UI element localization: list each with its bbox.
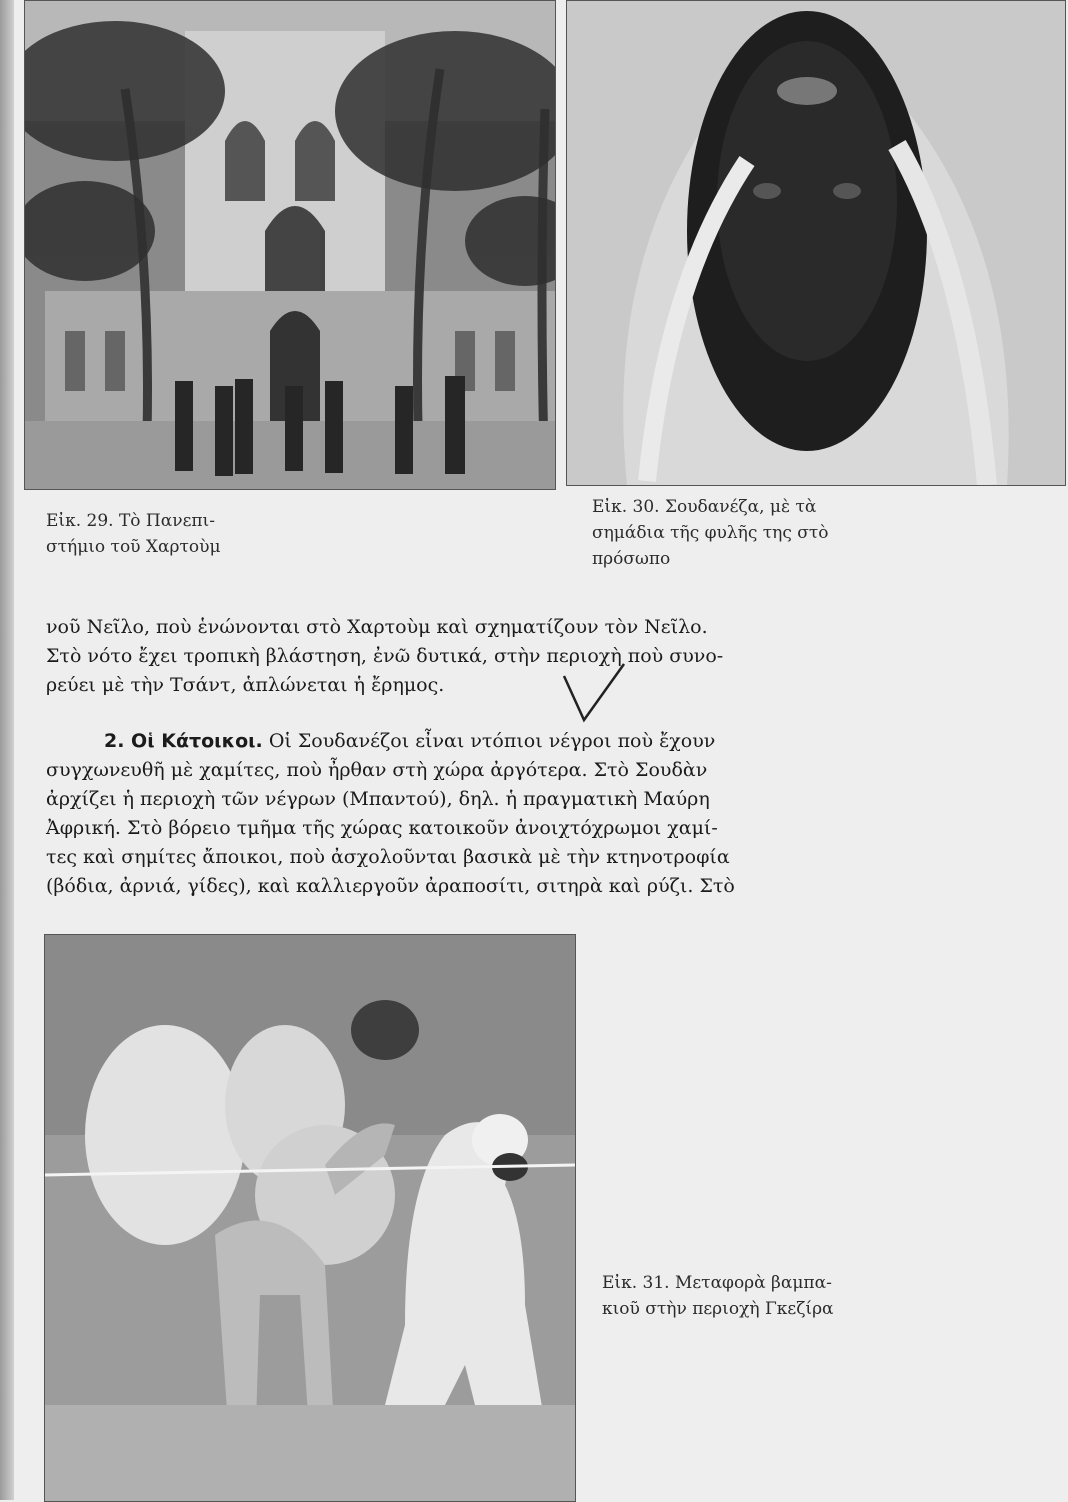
text-line: (βόδια, ἀρνιά, γίδες), καὶ καλλιεργοῦν ἀραποσίτι, σιτηρὰ καὶ ρύζι. Στὸ xyxy=(46,875,735,897)
text-line: τες καὶ σημίτες ἄποικοι, ποὺ ἀσχολοῦνται βασικὰ μὲ τὴν κτηνοτροφία xyxy=(46,846,730,868)
sudanese-woman-photo xyxy=(566,0,1066,486)
caption-line: στήμιο τοῦ Χαρτοὺμ xyxy=(46,537,221,557)
caption-line: πρόσωπο xyxy=(592,549,671,569)
handwritten-check-mark xyxy=(560,660,630,724)
caption-line: σημάδια τῆς φυλῆς της στὸ xyxy=(592,523,829,543)
text-line: συγχωνευθῆ μὲ χαμίτες, ποὺ ἦρθαν στὴ χώρα ἀργότερα. Στὸ Σουδὰν xyxy=(46,759,708,781)
figure-31-caption xyxy=(602,1270,834,1322)
caption-line: Εἰκ. 29. Τὸ Πανεπι- xyxy=(46,511,215,531)
page-edge-shadow xyxy=(0,0,14,1500)
text-line: νοῦ Νεῖλο, ποὺ ἑνώνονται στὸ Χαρτοὺμ καὶ σχηματίζουν τὸν Νεῖλο. xyxy=(46,616,708,638)
text-line: ἀρχίζει ἡ περιοχὴ τῶν νέγρων (Μπαντού), δηλ. ἡ πραγματικὴ Μαύρη xyxy=(46,788,710,810)
figure-30-caption xyxy=(592,494,829,572)
paragraph-nile xyxy=(46,613,876,700)
caption-line: κιοῦ στὴν περιοχὴ Γκεζίρα xyxy=(602,1299,834,1319)
paragraph-inhabitants xyxy=(46,727,876,901)
text-line xyxy=(46,727,876,756)
text-line: ρεύει μὲ τὴν Τσάντ, ἁπλώνεται ἡ ἔρημος. xyxy=(46,674,445,696)
figure-29-caption xyxy=(46,508,221,560)
caption-line: Εἰκ. 30. Σουδανέζα, μὲ τὰ xyxy=(592,497,817,517)
text-line: Στὸ νότο ἔχει τροπικὴ βλάστηση, ἐνῶ δυτικά, στὴν περιοχὴ ποὺ συνο- xyxy=(46,645,724,667)
cotton-transport-photo xyxy=(44,934,576,1502)
caption-line: Εἰκ. 31. Μεταφορὰ βαμπα- xyxy=(602,1273,832,1293)
text-line-rest: Οἱ Σουδανέζοι εἶναι ντόπιοι νέγροι ποὺ ἔχουν xyxy=(268,730,716,752)
section-heading: 2. Οἱ Κάτοικοι. xyxy=(104,730,263,752)
university-khartoum-photo xyxy=(24,0,556,490)
text-line: Ἀφρική. Στὸ βόρειο τμῆμα τῆς χώρας κατοικοῦν ἀνοιχτόχρωμοι χαμί- xyxy=(46,817,718,839)
